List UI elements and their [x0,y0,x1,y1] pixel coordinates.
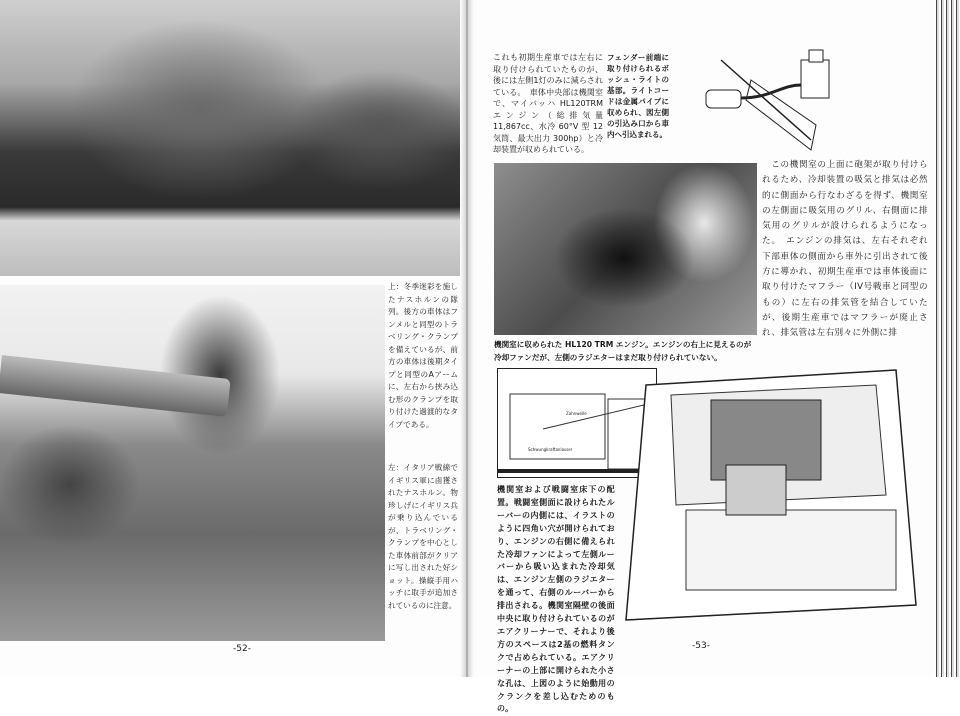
caption-left-photo: 左：イタリア戦線でイギリス軍に鹵獲されたナスホルン。物珍しげにイギリス兵が乗り込んでいるが、トラベリング・クランプを中心とした車体前部がクリアに写し出された好ショット。操縦手用ハッチに取手が追加されているのに注意。 [388,463,458,610]
engine-photo-caption: 機関室に収められた HL120 TRM エンジン。エンジンの右上に見えるのが冷却ファンだが、左側のラジエターはまだ取り付けられていない。 [494,340,752,362]
photo-winter-nashorn-column [0,0,460,276]
right-page [466,0,960,714]
caption-top-photo: 上：冬季迷彩を施したナスホルンの隊列。後方の車体はフンメルと同型のトラベリング・クランプを備えているが、前方の車体は後期タイプと同型のAアームに、左右から挟み込む形のクランプを取り付けた過渡的なタイプである。 [388,282,458,429]
engine-room-cutaway-drawing [616,365,926,627]
page-stack-edge [934,0,960,677]
book-gutter [460,0,474,677]
label-zahnwelle: Zahnwelle [566,411,587,416]
left-page [0,0,466,677]
gun-barrel [0,355,231,417]
body-text-2: この機関室の上面に砲架が取り付けられるため、冷却装置の吸気と排気は必然的に側面から行なわざるを得ず、機関室の左側面に吸気用のグリル、右側面に排気用のグリルが設けられるようになった。 エンジンの排気は、左右それぞれ下部車体の側面から車外に引出されて後方に導かれ、初期生産車では車体後面に取り付けたマフラー（IV号戦車と同型のもの）に左右の排気管を結合していたが、後期生産車ではマフラーが廃止され、排気管は左右別々に外側に排 [762,160,928,339]
body-text-1: これも初期生産車では左右に取り付けられていたものが、後には左側1灯のみに減らされている。 車体中央部は機関室で、マイバッハ HL120TRM エンジン（総排気量 11,867cc、水冷 60°V 型 12 気筒、最大出力 300hp）と冷却装置が収められている。 [493,53,603,154]
photo-captured-nashorn [0,285,385,641]
photo-engine-compartment [494,163,757,335]
label-anlasser: Schwungkraftanlasser [528,447,573,452]
bosch-light-illustration [691,40,936,155]
fender-light-caption: フェンダー前端に取り付けられるボッシュ・ライトの基部。ライトコードは金属パイプに収められ、図左側の引込み口から車内へ引込まれる。 [607,53,669,139]
page-number-left: -52- [233,644,251,654]
layout-caption: 機関室および戦闘室床下の配置。戦闘室側面に設けられたルーバーの内側には、イラストのように四角い穴が開けられており、エンジンの右側に備えられた冷却ファンによって左側ルーバーから吸い込まれた冷却気は、エンジン左側のラジエターを通って、右側のルーバーから排出される。機関室隔壁の後面中央に取り付けられているのがエアクリーナーで、それより後方のスペースは2基の燃料タンクで占められている。エアクリーナーの上部に開けられた小さな孔は、上図のように始動用のクランクを差し込むためのもの。 [497,485,615,714]
page-number-right: -53- [692,641,710,651]
